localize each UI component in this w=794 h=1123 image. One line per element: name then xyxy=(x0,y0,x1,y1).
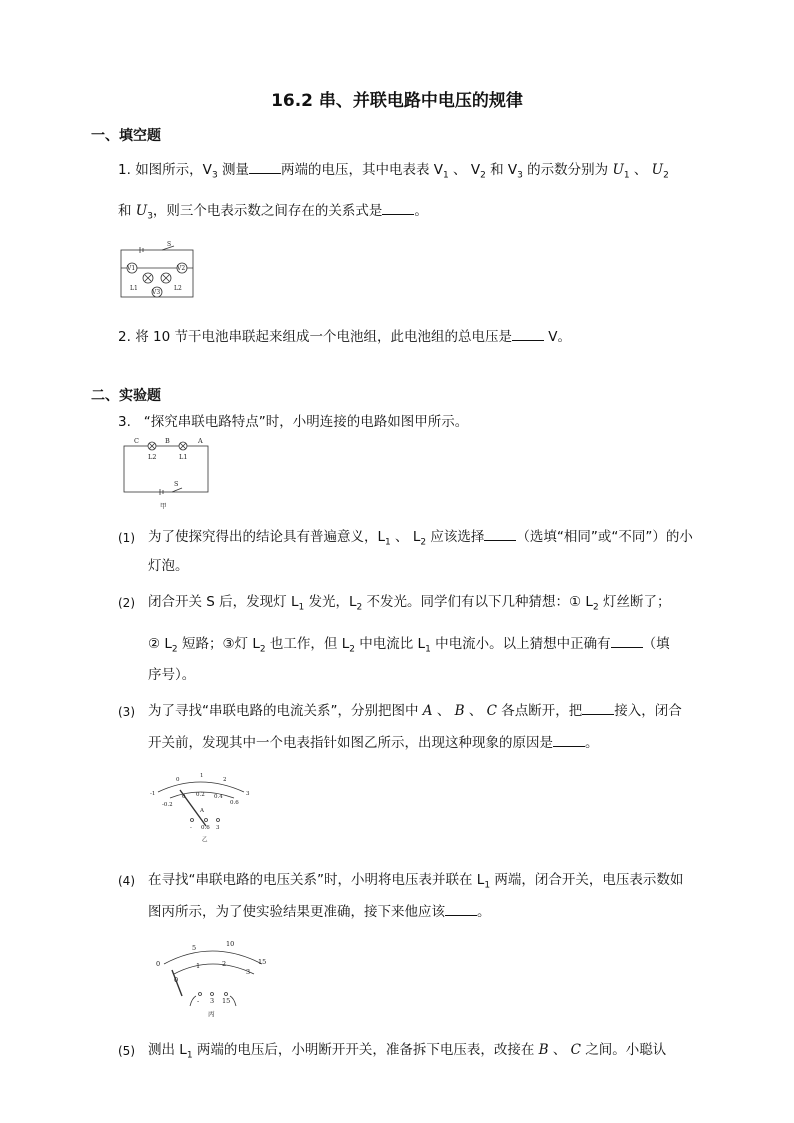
tick-bottom: -0.2 xyxy=(162,802,173,808)
tick-bottom: 2 xyxy=(222,960,227,968)
answer-blank[interactable] xyxy=(611,635,643,648)
figure-caption-bing: 丙 xyxy=(208,1010,215,1018)
tick-top-minus: -1 xyxy=(150,791,156,797)
sub-question-number: (4) xyxy=(118,874,135,888)
answer-blank[interactable] xyxy=(582,702,614,715)
tick-bottom: 3 xyxy=(246,968,251,976)
tick-bottom: 0.4 xyxy=(214,794,223,800)
sub-question-number: (5) xyxy=(118,1044,135,1058)
question-1-line-1: 1. 如图所示，$V_3$ 测量 两端的电压，其中电表表 $V_1$ 、 $V_2$ 和 $V_3$ 的示数分别为 $U_1$ 、 $U_2$ xyxy=(118,162,669,181)
answer-blank[interactable] xyxy=(249,161,281,174)
answer-blank[interactable] xyxy=(445,903,477,916)
question-3: 3. “探究串联电路特点”时，小明连接的电路如图甲所示。 xyxy=(118,414,469,430)
tick-top: 5 xyxy=(192,944,197,952)
question-2: 2. 将 10 节干电池串联起来组成一个电池组，此电池组的总电压是 V。 xyxy=(118,329,571,345)
label-v2: V2 xyxy=(177,265,186,272)
tick-top-end: 3 xyxy=(246,791,250,797)
question-1-line-2: 和 $U_3$，则三个电表示数之间存在的关系式是 。 xyxy=(118,203,428,222)
sub-question-2-line-1: 闭合开关 S 后，发现灯 $L_1$ 发光，$L_2$ 不发光。同学们有以下几种猜想：① $L_2$ 灯丝断了； xyxy=(148,594,671,613)
label-l2: L2 xyxy=(174,285,182,292)
tick-bottom: 0 xyxy=(182,794,186,800)
figure-caption-yi: 乙 xyxy=(202,837,208,843)
sub-question-5-line-1: 测出 $L_1$ 两端的电压后，小明断开开关，准备拆下电压表，改接在 B 、 C 之间。小聪认 xyxy=(148,1042,667,1061)
terminal-label: - xyxy=(190,825,192,831)
section-heading-fill-blank: 一、填空题 xyxy=(91,128,161,144)
tick-bottom: 1 xyxy=(196,962,201,970)
terminal-label: - xyxy=(197,997,200,1005)
sub-question-4-line-2: 图丙所示，为了使实验结果更准确，接下来他应该 。 xyxy=(148,904,491,920)
terminal-label: 3 xyxy=(210,997,215,1005)
label-v1: V1 xyxy=(127,265,136,272)
answer-blank[interactable] xyxy=(512,328,544,341)
tick-top: 10 xyxy=(226,940,235,948)
sub-question-number: (3) xyxy=(118,705,135,719)
tick-top: 1 xyxy=(200,773,204,779)
sub-question-2-line-3: 序号）。 xyxy=(148,667,196,683)
ammeter-diagram-yi xyxy=(148,768,258,846)
voltmeter-diagram-bing xyxy=(150,934,275,1020)
answer-blank[interactable] xyxy=(382,202,414,215)
label-switch: S xyxy=(167,241,172,248)
answer-blank[interactable] xyxy=(553,734,585,747)
circuit-diagram-1 xyxy=(118,240,198,302)
label-l2: L2 xyxy=(148,453,157,461)
section-heading-experiment: 二、实验题 xyxy=(91,388,161,404)
terminal-label: 15 xyxy=(222,997,231,1005)
tick-bottom: 0.6 xyxy=(230,800,239,806)
label-l1: L1 xyxy=(179,453,188,461)
point-a: A xyxy=(198,437,203,445)
label-v3: V3 xyxy=(152,289,161,296)
tick-top: 0 xyxy=(156,960,161,968)
label-switch: S xyxy=(174,480,179,488)
terminal-label: 0.6 xyxy=(201,825,210,831)
sub-question-1-line-1: 为了使探究得出的结论具有普遍意义，$L_1$ 、 $L_2$ 应该选择 （选填“相同”或“不同”）的小 xyxy=(148,529,693,548)
tick-top: 15 xyxy=(258,958,267,966)
terminal-label: 3 xyxy=(216,825,220,831)
point-c: C xyxy=(134,437,139,445)
answer-blank[interactable] xyxy=(484,528,516,541)
circuit-diagram-jia xyxy=(120,436,212,512)
figure-caption-jia: 甲 xyxy=(160,502,167,510)
page-title: 16.2 串、并联电路中电压的规律 xyxy=(271,91,523,111)
tick-bottom: 0 xyxy=(174,976,179,984)
tick-top: 2 xyxy=(223,777,227,783)
sub-question-3-line-2: 开关前，发现其中一个电表指针如图乙所示，出现这种现象的原因是 。 xyxy=(148,735,599,751)
sub-question-3-line-1: 为了寻找“串联电路的电流关系”，分别把图中 A 、 B 、 C 各点断开，把 接入，闭合 xyxy=(148,703,682,719)
sub-question-number: (2) xyxy=(118,596,135,610)
unit-label: A xyxy=(200,808,204,814)
sub-question-number: (1) xyxy=(118,531,135,545)
tick-bottom: 0.2 xyxy=(196,792,205,798)
tick-top: 0 xyxy=(176,777,180,783)
label-l1: L1 xyxy=(130,285,138,292)
sub-question-4-line-1: 在寻找“串联电路的电压关系”时，小明将电压表并联在 $L_1$ 两端，闭合开关，电压表示数如 xyxy=(148,872,684,891)
point-b: B xyxy=(165,437,170,445)
sub-question-2-line-2: ② $L_2$ 短路；③灯 $L_2$ 也工作，但 $L_2$ 中电流比 $L_1$ 中电流小。以上猜想中正确有 （填 xyxy=(148,636,670,655)
sub-question-1-line-2: 灯泡。 xyxy=(148,558,189,574)
